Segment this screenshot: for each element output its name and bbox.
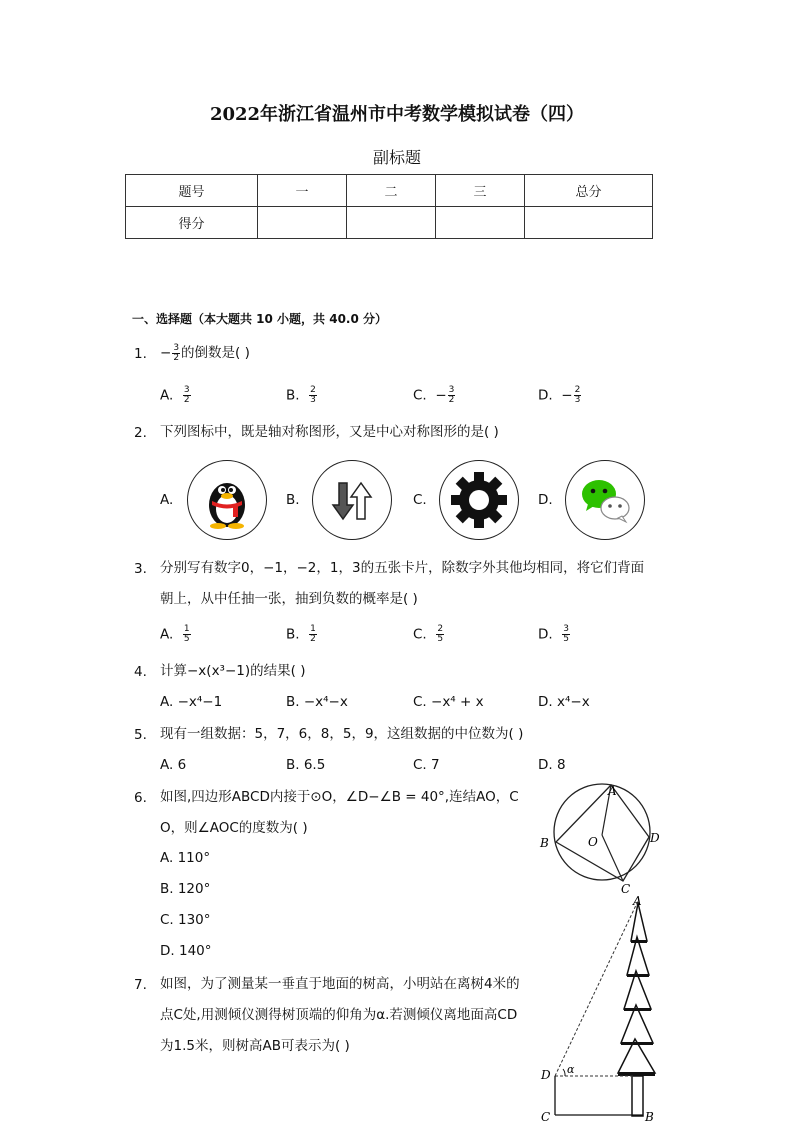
option-label: A. bbox=[160, 387, 174, 404]
label-c: C bbox=[541, 1110, 551, 1123]
question-number: 1. bbox=[134, 346, 147, 362]
question-1-text bbox=[160, 343, 250, 363]
fraction bbox=[436, 625, 444, 644]
denominator: 2 bbox=[448, 395, 455, 405]
option-a[interactable]: A. −x⁴−1 bbox=[160, 694, 223, 710]
tree-trunk bbox=[632, 1076, 643, 1116]
table-row bbox=[126, 207, 653, 239]
fraction bbox=[183, 386, 191, 405]
question-number: 7. bbox=[134, 977, 147, 993]
fraction bbox=[309, 386, 317, 405]
option-c[interactable] bbox=[413, 625, 445, 644]
denominator: 5 bbox=[183, 634, 190, 644]
numerator: 2 bbox=[437, 624, 444, 634]
minus-sign: − bbox=[561, 387, 573, 404]
numerator: 2 bbox=[310, 385, 316, 395]
question-number: 4. bbox=[134, 664, 147, 680]
question-6-line1: 如图,四边形ABCD内接于⊙O，∠D−∠B = 40°,连结AO，C bbox=[160, 789, 519, 805]
option-b-label[interactable]: B. bbox=[286, 492, 300, 508]
sight-line bbox=[555, 901, 638, 1076]
fraction bbox=[309, 625, 317, 644]
label-a: A bbox=[608, 784, 617, 798]
minus-sign: − bbox=[160, 345, 172, 361]
table-header-cell: 二 bbox=[347, 175, 436, 207]
numerator: 3 bbox=[183, 385, 190, 395]
label-a: A bbox=[633, 894, 642, 908]
option-c-label[interactable]: C. bbox=[413, 492, 427, 508]
option-a[interactable] bbox=[160, 386, 192, 405]
option-label: D. bbox=[538, 387, 553, 404]
table-header-cell: 三 bbox=[436, 175, 525, 207]
option-b[interactable]: B. −x⁴−x bbox=[286, 694, 348, 710]
score-cell[interactable] bbox=[436, 207, 525, 239]
option-a[interactable] bbox=[160, 625, 192, 644]
question-text: 的倒数是( ) bbox=[181, 345, 250, 361]
option-c[interactable]: C. −x⁴ + x bbox=[413, 694, 484, 710]
question-4-text: 计算−x(x³−1)的结果( ) bbox=[160, 663, 306, 679]
option-a[interactable]: A. 6 bbox=[160, 757, 187, 773]
question-number: 6. bbox=[134, 790, 147, 806]
table-header-cell: 总分 bbox=[525, 175, 653, 207]
table-header-cell: 题号 bbox=[126, 175, 258, 207]
label-alpha: α bbox=[567, 1063, 575, 1076]
circle-quadrilateral-figure bbox=[530, 780, 670, 895]
fraction bbox=[183, 625, 191, 644]
label-c: C bbox=[621, 882, 631, 895]
option-b[interactable] bbox=[286, 625, 318, 644]
option-d[interactable]: D. x⁴−x bbox=[538, 694, 590, 710]
table-row bbox=[126, 175, 653, 207]
updown-arrows-icon[interactable] bbox=[312, 460, 392, 540]
question-number: 3. bbox=[134, 561, 147, 577]
question-6-line2: O，则∠AOC的度数为( ) bbox=[160, 820, 308, 836]
exam-subtitle: 副标题 bbox=[372, 148, 421, 167]
numerator: 3 bbox=[173, 342, 180, 353]
question-7-line1: 如图，为了测量某一垂直于地面的树高，小明站在离树4米的 bbox=[160, 976, 520, 992]
score-table bbox=[125, 174, 653, 239]
option-c[interactable] bbox=[413, 386, 456, 405]
section-heading: 一、选择题（本大题共 10 小题，共 40.0 分） bbox=[132, 312, 388, 326]
numerator: 2 bbox=[574, 385, 581, 395]
option-label: A. bbox=[160, 626, 174, 643]
question-5-text: 现有一组数据：5，7，6，8，5，9，这组数据的中位数为( ) bbox=[160, 726, 524, 742]
option-label: C. bbox=[413, 387, 427, 404]
penguin-icon[interactable] bbox=[187, 460, 267, 540]
label-d: D bbox=[541, 1068, 551, 1082]
question-3-line1: 分别写有数字0，−1，−2，1，3的五张卡片，除数字外其他均相同，将它们背面 bbox=[160, 560, 645, 576]
label-d: D bbox=[650, 831, 660, 845]
option-label: B. bbox=[286, 626, 300, 643]
numerator: 3 bbox=[563, 624, 570, 634]
denominator: 3 bbox=[310, 395, 316, 405]
question-7-line3: 为1.5米，则树高AB可表示为( ) bbox=[160, 1038, 350, 1054]
angle-arc bbox=[563, 1069, 565, 1076]
tree-measurement-figure bbox=[535, 893, 665, 1123]
numerator: 3 bbox=[448, 385, 455, 395]
option-b[interactable]: B. 120° bbox=[160, 881, 211, 897]
option-label: B. bbox=[286, 387, 300, 404]
option-a-label[interactable]: A. bbox=[160, 492, 174, 508]
denominator: 5 bbox=[563, 634, 570, 644]
label-o: O bbox=[588, 835, 598, 849]
question-7-line2: 点C处,用测倾仪测得树顶端的仰角为α.若测倾仪离地面高CD bbox=[160, 1007, 518, 1023]
table-row-label: 得分 bbox=[126, 207, 258, 239]
numerator: 1 bbox=[310, 624, 316, 634]
option-c[interactable]: C. 7 bbox=[413, 757, 440, 773]
option-c[interactable]: C. 130° bbox=[160, 912, 211, 928]
fraction bbox=[574, 386, 582, 405]
wechat-icon[interactable] bbox=[565, 460, 645, 540]
denominator: 2 bbox=[173, 352, 180, 363]
tree-shape bbox=[618, 903, 655, 1073]
option-d-label[interactable]: D. bbox=[538, 492, 553, 508]
option-label: D. bbox=[538, 626, 553, 643]
exam-title: 2022年浙江省温州市中考数学模拟试卷（四） bbox=[209, 104, 585, 125]
fraction bbox=[172, 344, 180, 363]
denominator: 2 bbox=[310, 634, 316, 644]
gear-icon[interactable] bbox=[439, 460, 519, 540]
question-number: 2. bbox=[134, 425, 147, 441]
question-2-text: 下列图标中，既是轴对称图形，又是中心对称图形的是( ) bbox=[160, 424, 499, 440]
question-3-line2: 朝上，从中任抽一张，抽到负数的概率是( ) bbox=[160, 591, 418, 607]
denominator: 5 bbox=[437, 634, 444, 644]
option-d[interactable] bbox=[538, 386, 582, 405]
denominator: 2 bbox=[183, 395, 190, 405]
option-d[interactable]: D. 8 bbox=[538, 757, 566, 773]
question-number: 5. bbox=[134, 727, 147, 743]
score-cell[interactable] bbox=[525, 207, 653, 239]
option-a[interactable]: A. 110° bbox=[160, 850, 211, 866]
segment-oc bbox=[602, 835, 623, 881]
option-d[interactable]: D. 140° bbox=[160, 943, 212, 959]
fraction bbox=[448, 386, 456, 405]
option-d[interactable] bbox=[538, 625, 571, 644]
label-b: B bbox=[645, 1110, 654, 1123]
minus-sign: − bbox=[435, 387, 447, 404]
score-cell[interactable] bbox=[258, 207, 347, 239]
denominator: 3 bbox=[574, 395, 581, 405]
score-cell[interactable] bbox=[347, 207, 436, 239]
label-b: B bbox=[540, 836, 549, 850]
fraction bbox=[562, 625, 570, 644]
option-b[interactable]: B. 6.5 bbox=[286, 757, 326, 773]
option-b[interactable] bbox=[286, 386, 318, 405]
table-header-cell: 一 bbox=[258, 175, 347, 207]
numerator: 1 bbox=[183, 624, 190, 634]
option-label: C. bbox=[413, 626, 427, 643]
